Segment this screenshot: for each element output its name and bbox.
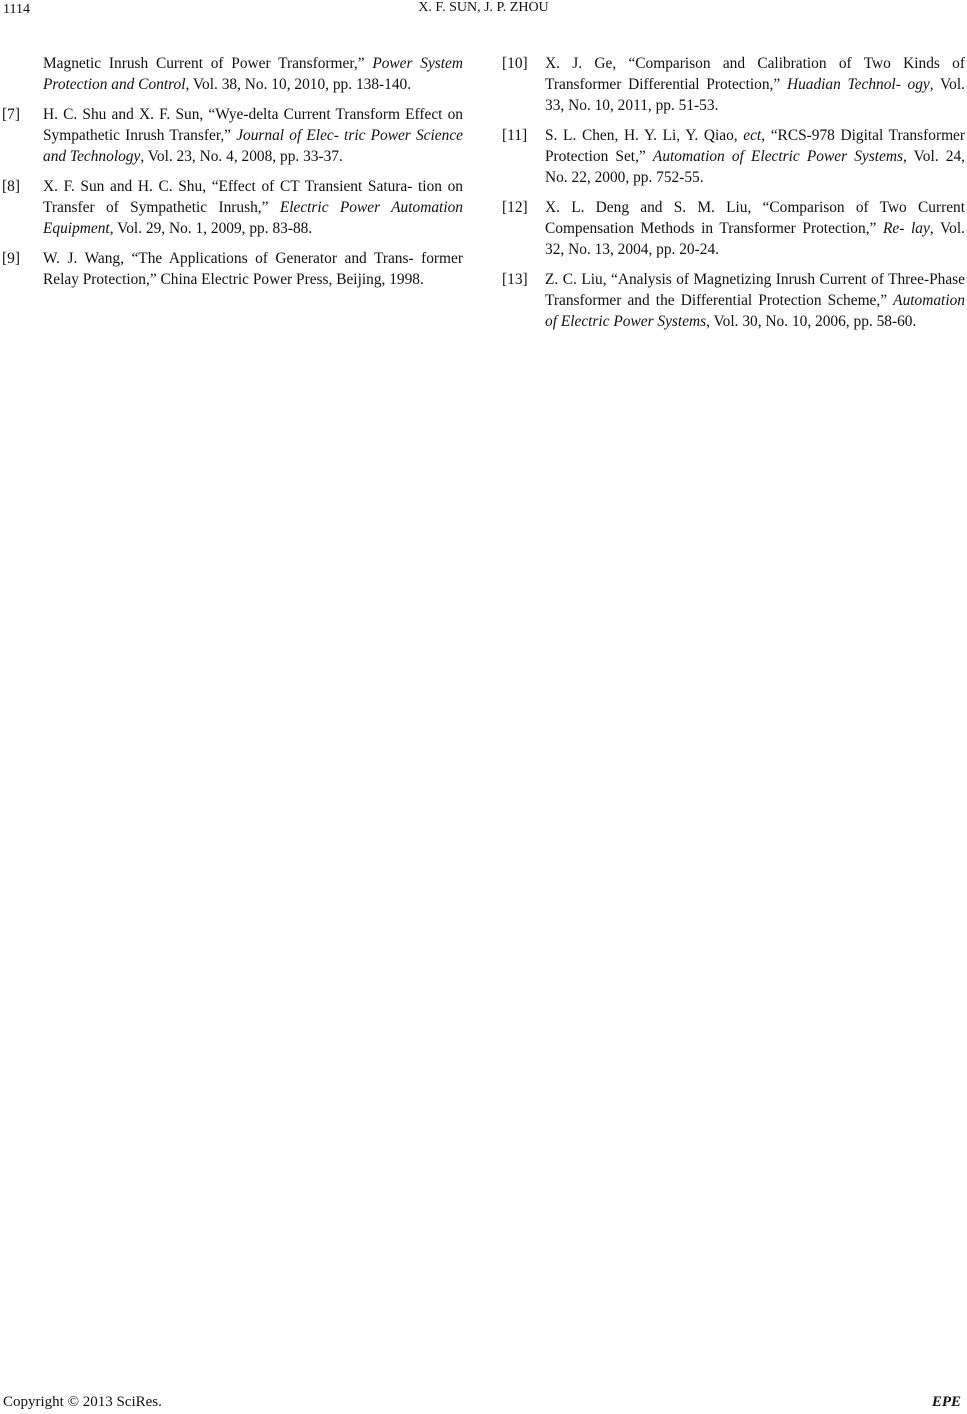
reference-entry <box>2 104 463 167</box>
reference-italic-segment: Re- lay <box>883 220 930 237</box>
reference-italic-segment: Power System Protection and Control <box>43 55 463 93</box>
reference-italic-segment: Journal of Elec- tric Power Science and Technology <box>43 127 463 165</box>
reference-entry <box>502 53 965 116</box>
reference-entry <box>2 53 463 95</box>
copyright-notice: Copyright © 2013 SciRes. <box>3 1394 162 1410</box>
reference-text <box>545 197 965 260</box>
reference-segment: , Vol. 24, No. 22, 2000, pp. 752-55. <box>545 148 965 186</box>
page-number: 1114 <box>3 2 30 17</box>
reference-segment: , Vol. 30, No. 10, 2006, pp. 58-60. <box>706 313 917 330</box>
reference-text <box>545 125 965 188</box>
running-header: X. F. SUN, J. P. ZHOU <box>418 0 549 15</box>
reference-segment: , “RCS-978 Digital Transformer Protection Set,” <box>545 127 965 165</box>
reference-entry <box>502 269 965 332</box>
reference-list-right-column <box>502 53 965 341</box>
reference-number: [13] <box>502 271 528 288</box>
reference-list-left-column <box>2 53 463 299</box>
reference-segment: X. F. Sun and H. C. Shu, “Effect of CT Transient Satura- tion on Transfer of Sympathetic Inrush,” <box>43 178 463 216</box>
reference-text <box>545 269 965 332</box>
reference-number <box>2 53 43 95</box>
reference-entry <box>502 125 965 188</box>
reference-italic-segment: Electric Power Automation Equipment <box>43 199 463 237</box>
reference-italic-segment: Huadian Technol- ogy <box>786 76 930 93</box>
reference-number: [9] <box>2 250 20 267</box>
reference-italic-segment: Automation of Electric Power Systems <box>652 148 903 165</box>
reference-number: [7] <box>2 106 20 123</box>
reference-segment: H. C. Shu and X. F. Sun, “Wye-delta Current Transform Effect on Sympathetic Inrush Transfer,” <box>43 106 463 144</box>
reference-segment: Z. C. Liu, “Analysis of Magnetizing Inrush Current of Three-Phase Transformer and the Differential Protection Scheme,” <box>545 271 965 309</box>
reference-text <box>545 53 965 116</box>
journal-abbreviation: EPE <box>931 1394 961 1410</box>
reference-text <box>43 176 463 239</box>
reference-segment: , Vol. 38, No. 10, 2010, pp. 138-140. <box>185 76 412 93</box>
reference-entry <box>2 176 463 239</box>
reference-segment: , Vol. 29, No. 1, 2009, pp. 83-88. <box>109 220 313 237</box>
reference-segment: Magnetic Inrush Current of Power Transformer,” <box>43 55 373 72</box>
reference-number: [11] <box>502 127 528 144</box>
reference-segment: , Vol. 33, No. 10, 2011, pp. 51-53. <box>545 76 965 114</box>
reference-segment: , Vol. 32, No. 13, 2004, pp. 20-24. <box>545 220 965 258</box>
reference-segment: , Vol. 23, No. 4, 2008, pp. 33-37. <box>140 148 343 165</box>
reference-segment: W. J. Wang, “The Applications of Generator and Trans- former Relay Protection,” China Electric Power Press, Beijing, 1998. <box>43 250 463 288</box>
reference-text <box>43 248 463 290</box>
reference-number: [10] <box>502 55 528 72</box>
reference-number: [12] <box>502 199 528 216</box>
reference-segment: X. L. Deng and S. M. Liu, “Comparison of Two Current Compensation Methods in Transformer Protection,” <box>545 199 965 237</box>
reference-entry <box>2 248 463 290</box>
reference-text <box>43 104 463 167</box>
reference-segment: X. J. Ge, “Comparison and Calibration of Two Kinds of Transformer Differential Protection,” <box>545 55 965 93</box>
reference-italic-segment: Automation of Electric Power Systems <box>545 292 965 330</box>
reference-italic-segment: ect <box>743 127 762 144</box>
reference-text <box>43 53 463 95</box>
reference-entry <box>502 197 965 260</box>
reference-segment: S. L. Chen, H. Y. Li, Y. Qiao, <box>545 127 744 144</box>
reference-number: [8] <box>2 178 20 195</box>
